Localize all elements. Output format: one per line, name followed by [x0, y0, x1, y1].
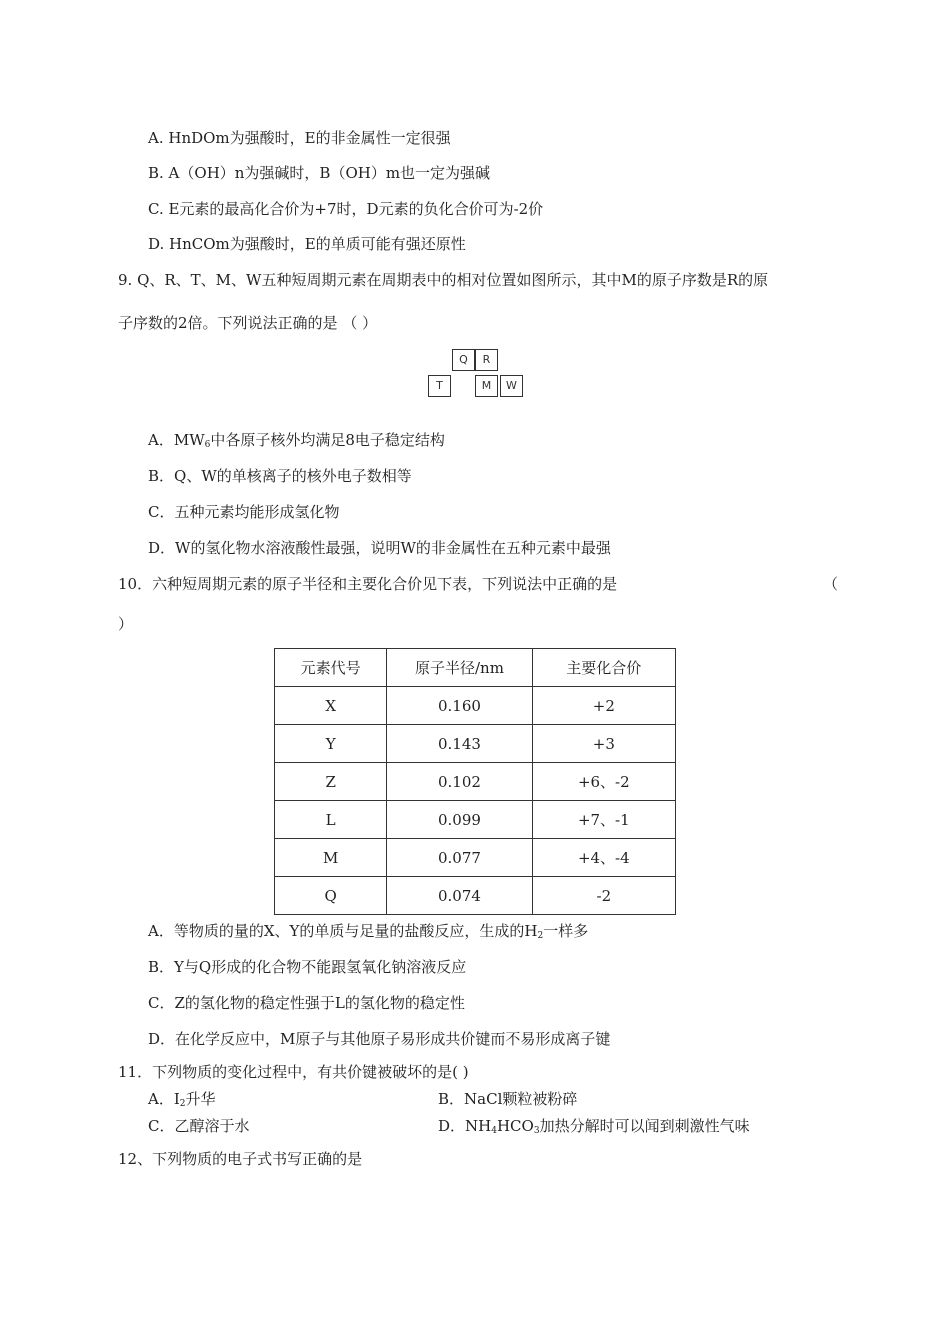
q9-option-a-post: 中各原子核外均满足8电子稳定结构: [210, 431, 445, 449]
q11-option-d-pre: D．NH: [438, 1117, 492, 1135]
q9-option-a-sub: 6: [204, 440, 211, 450]
q10-option-a-post: 一样多: [543, 922, 589, 940]
table-header-row: [275, 649, 676, 687]
table-cell: 0.160: [387, 687, 532, 725]
table-cell: M: [275, 839, 387, 877]
pt-cell-q: Q: [452, 349, 475, 371]
pt-cell-m: M: [475, 375, 498, 397]
table-cell: +2: [532, 687, 675, 725]
q11-option-d: [438, 1116, 750, 1136]
q10-stem: 10．六种短周期元素的原子半径和主要化合价见下表，下列说法中正确的是: [118, 575, 618, 593]
q10-option-a-sub: 2: [537, 931, 544, 941]
q10-option-d: D．在化学反应中，M原子与其他原子易形成共价键而不易形成离子键: [148, 1030, 611, 1048]
table-cell: 0.077: [387, 839, 532, 877]
q11-option-b: B．NaCl颗粒被粉碎: [438, 1090, 578, 1108]
q11-option-d-mid: HCO: [496, 1117, 534, 1135]
q9-option-d: D．W的氢化物水溶液酸性最强，说明W的非金属性在五种元素中最强: [148, 539, 611, 557]
q10-option-a: [148, 921, 588, 941]
q11-option-a: [148, 1089, 216, 1109]
q9-option-a-pre: A．MW: [148, 431, 205, 449]
table-row: [275, 763, 676, 801]
table-row: [275, 839, 676, 877]
q9-stem-line2: 子序数的2倍。下列说法正确的是 （ ）: [118, 314, 378, 332]
table-cell: +6、-2: [532, 763, 675, 801]
q8-option-d: D. HnCOm为强酸时，E的单质可能有强还原性: [148, 235, 466, 253]
q9-stem-line1: 9. Q、R、T、M、W五种短周期元素在周期表中的相对位置如图所示，其中M的原子序数是R的原: [118, 271, 769, 289]
table-header-cell: 原子半径/nm: [387, 649, 532, 687]
table-cell: X: [275, 687, 387, 725]
table-cell: 0.074: [387, 877, 532, 915]
q11-option-a-post: 升华: [185, 1090, 216, 1108]
q10-element-table: [274, 648, 676, 915]
pt-cell-w: W: [500, 375, 523, 397]
q10-option-c: C．Z的氢化物的稳定性强于L的氢化物的稳定性: [148, 994, 465, 1012]
table-cell: Q: [275, 877, 387, 915]
q12-stem: 12、下列物质的电子式书写正确的是: [118, 1150, 363, 1168]
table-cell: +3: [532, 725, 675, 763]
pt-cell-t: T: [428, 375, 451, 397]
q8-option-b: B. A（OH）n为强碱时，B（OH）m也一定为强碱: [148, 164, 491, 182]
q9-option-c: C．五种元素均能形成氢化物: [148, 503, 340, 521]
table-row: [275, 877, 676, 915]
q11-option-d-sub2: 3: [533, 1126, 540, 1136]
table-cell: -2: [532, 877, 675, 915]
table-cell: 0.143: [387, 725, 532, 763]
pt-cell-r: R: [475, 349, 498, 371]
q10-paren-open: （: [823, 575, 839, 593]
q11-option-d-sub1: 4: [491, 1126, 497, 1136]
q10-option-a-pre: A．等物质的量的X、Y的单质与足量的盐酸反应，生成的H: [148, 922, 538, 940]
table-cell: +4、-4: [532, 839, 675, 877]
q10-paren-close: ）: [118, 615, 134, 633]
table-cell: +7、-1: [532, 801, 675, 839]
q11-option-d-post: 加热分解时可以闻到刺激性气味: [539, 1117, 750, 1135]
table-cell: Z: [275, 763, 387, 801]
q8-option-a: A. HnDOm为强酸时，E的非金属性一定很强: [148, 129, 451, 147]
table-cell: L: [275, 801, 387, 839]
table-header-cell: 主要化合价: [532, 649, 675, 687]
q9-option-b: B．Q、W的单核离子的核外电子数相等: [148, 467, 412, 485]
table-row: [275, 801, 676, 839]
table-cell: 0.102: [387, 763, 532, 801]
table-cell: Y: [275, 725, 387, 763]
q11-option-a-pre: A．I: [148, 1090, 180, 1108]
q9-option-a: [148, 430, 445, 450]
q11-stem: 11．下列物质的变化过程中，有共价键被破坏的是( ): [118, 1063, 469, 1081]
table-cell: 0.099: [387, 801, 532, 839]
table-header-cell: 元素代号: [275, 649, 387, 687]
table-row: [275, 687, 676, 725]
q8-option-c: C. E元素的最高化合价为+7时，D元素的负化合价可为-2价: [148, 200, 544, 218]
q11-option-c: C．乙醇溶于水: [148, 1117, 250, 1135]
table-row: [275, 725, 676, 763]
q11-option-a-sub: 2: [179, 1099, 186, 1109]
q10-option-b: B．Y与Q形成的化合物不能跟氢氧化钠溶液反应: [148, 958, 467, 976]
